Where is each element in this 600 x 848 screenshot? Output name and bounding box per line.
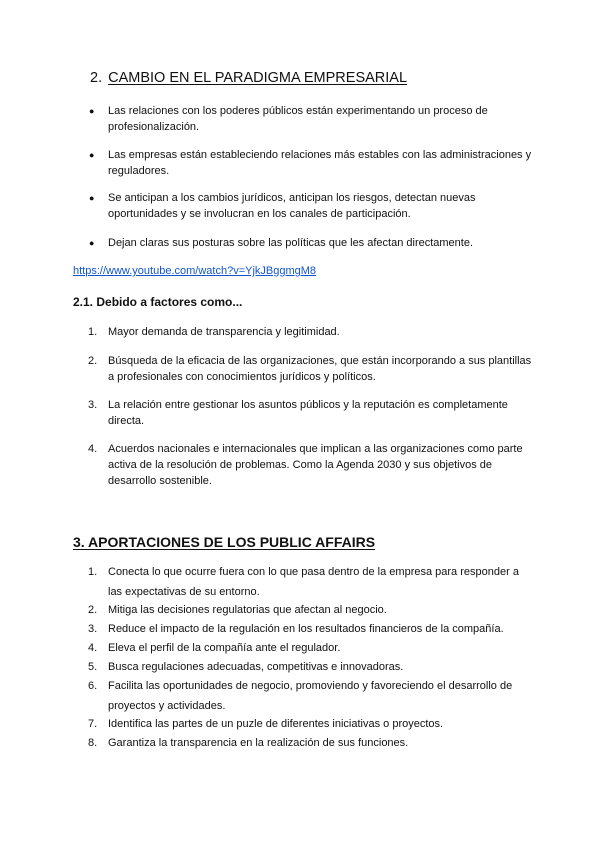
list-item-text: Garantiza la transparencia en la realización de sus funciones. (108, 737, 409, 749)
list-number: 2. (88, 355, 98, 367)
bullet-item (89, 103, 533, 135)
list-item (88, 601, 533, 621)
section-2-1-heading: 2.1. Debido a factores como... (73, 295, 243, 309)
list-number: 3. (88, 623, 98, 635)
list-number: 3. (88, 399, 98, 411)
list-item-text: Reduce el impacto de la regulación en los resultados financieros de la compañía. (108, 623, 504, 635)
bullet-item (89, 235, 533, 251)
list-item (88, 734, 533, 754)
list-item (88, 639, 533, 659)
list-item (88, 397, 533, 429)
bullet-text: Las empresas están estableciendo relaciones más estables con las administraciones y reguladores. (108, 149, 532, 177)
list-item-text: Facilita las oportunidades de negocio, promoviendo y favoreciendo el desarrollo de proyectos y actividades. (108, 680, 513, 712)
bullet-item (89, 190, 533, 222)
youtube-link[interactable]: https://www.youtube.com/watch?v=YjkJBggmgM8 (73, 265, 317, 277)
list-item-text: Conecta lo que ocurre fuera con lo que pasa dentro de la empresa para responder a las expectativas de su entorno. (108, 566, 519, 598)
list-number: 1. (88, 326, 98, 338)
section-2-heading (90, 70, 407, 86)
list-item (88, 441, 533, 489)
list-item (88, 353, 533, 385)
bullet-icon: ● (89, 193, 95, 203)
list-number: 4. (88, 443, 98, 455)
list-item-text: Acuerdos nacionales e internacionales que implican a las organizaciones como parte activa de la resolución de problemas. Como la Agenda 2030 y sus objetivos de desarrollo sostenible. (108, 443, 523, 487)
list-number: 6. (88, 680, 98, 692)
list-item-text: Mitiga las decisiones regulatorias que afectan al negocio. (108, 604, 387, 616)
bullet-text: Dejan claras sus posturas sobre las políticas que les afectan directamente. (108, 237, 474, 249)
list-item (88, 677, 533, 716)
section-2-title: CAMBIO EN EL PARADIGMA EMPRESARIAL (108, 70, 408, 86)
list-number: 5. (88, 661, 98, 673)
section-3-heading: 3. APORTACIONES DE LOS PUBLIC AFFAIRS (73, 534, 376, 550)
list-item-text: Busca regulaciones adecuadas, competitivas e innovadoras. (108, 661, 404, 673)
list-item (88, 324, 533, 340)
bullet-item (89, 147, 533, 179)
list-item-text: Mayor demanda de transparencia y legitimidad. (108, 326, 340, 338)
list-number: 1. (88, 566, 98, 578)
bullet-icon: ● (89, 106, 95, 116)
list-item-text: Búsqueda de la eficacia de las organizaciones, que están incorporando a sus plantillas a profesionales con conocimientos jurídicos y políticos. (108, 355, 532, 383)
bullet-text: Las relaciones con los poderes públicos están experimentando un proceso de profesionalización. (108, 105, 488, 133)
list-number: 4. (88, 642, 98, 654)
list-item (88, 563, 533, 602)
list-item (88, 658, 533, 678)
section-2-number: 2. (90, 70, 103, 86)
bullet-text: Se anticipan a los cambios jurídicos, anticipan los riesgos, detectan nuevas oportunidades y se involucran en los canales de participación. (108, 192, 476, 220)
list-item-text: Identifica las partes de un puzle de diferentes iniciativas o proyectos. (108, 718, 444, 730)
list-item (88, 715, 533, 735)
list-item-text: Eleva el perfil de la compañía ante el regulador. (108, 642, 341, 654)
list-item-text: La relación entre gestionar los asuntos públicos y la reputación es completamente directa. (108, 399, 508, 427)
list-number: 7. (88, 718, 98, 730)
list-number: 8. (88, 737, 98, 749)
bullet-icon: ● (89, 150, 95, 160)
bullet-icon: ● (89, 238, 95, 248)
list-number: 2. (88, 604, 98, 616)
list-item (88, 620, 533, 640)
